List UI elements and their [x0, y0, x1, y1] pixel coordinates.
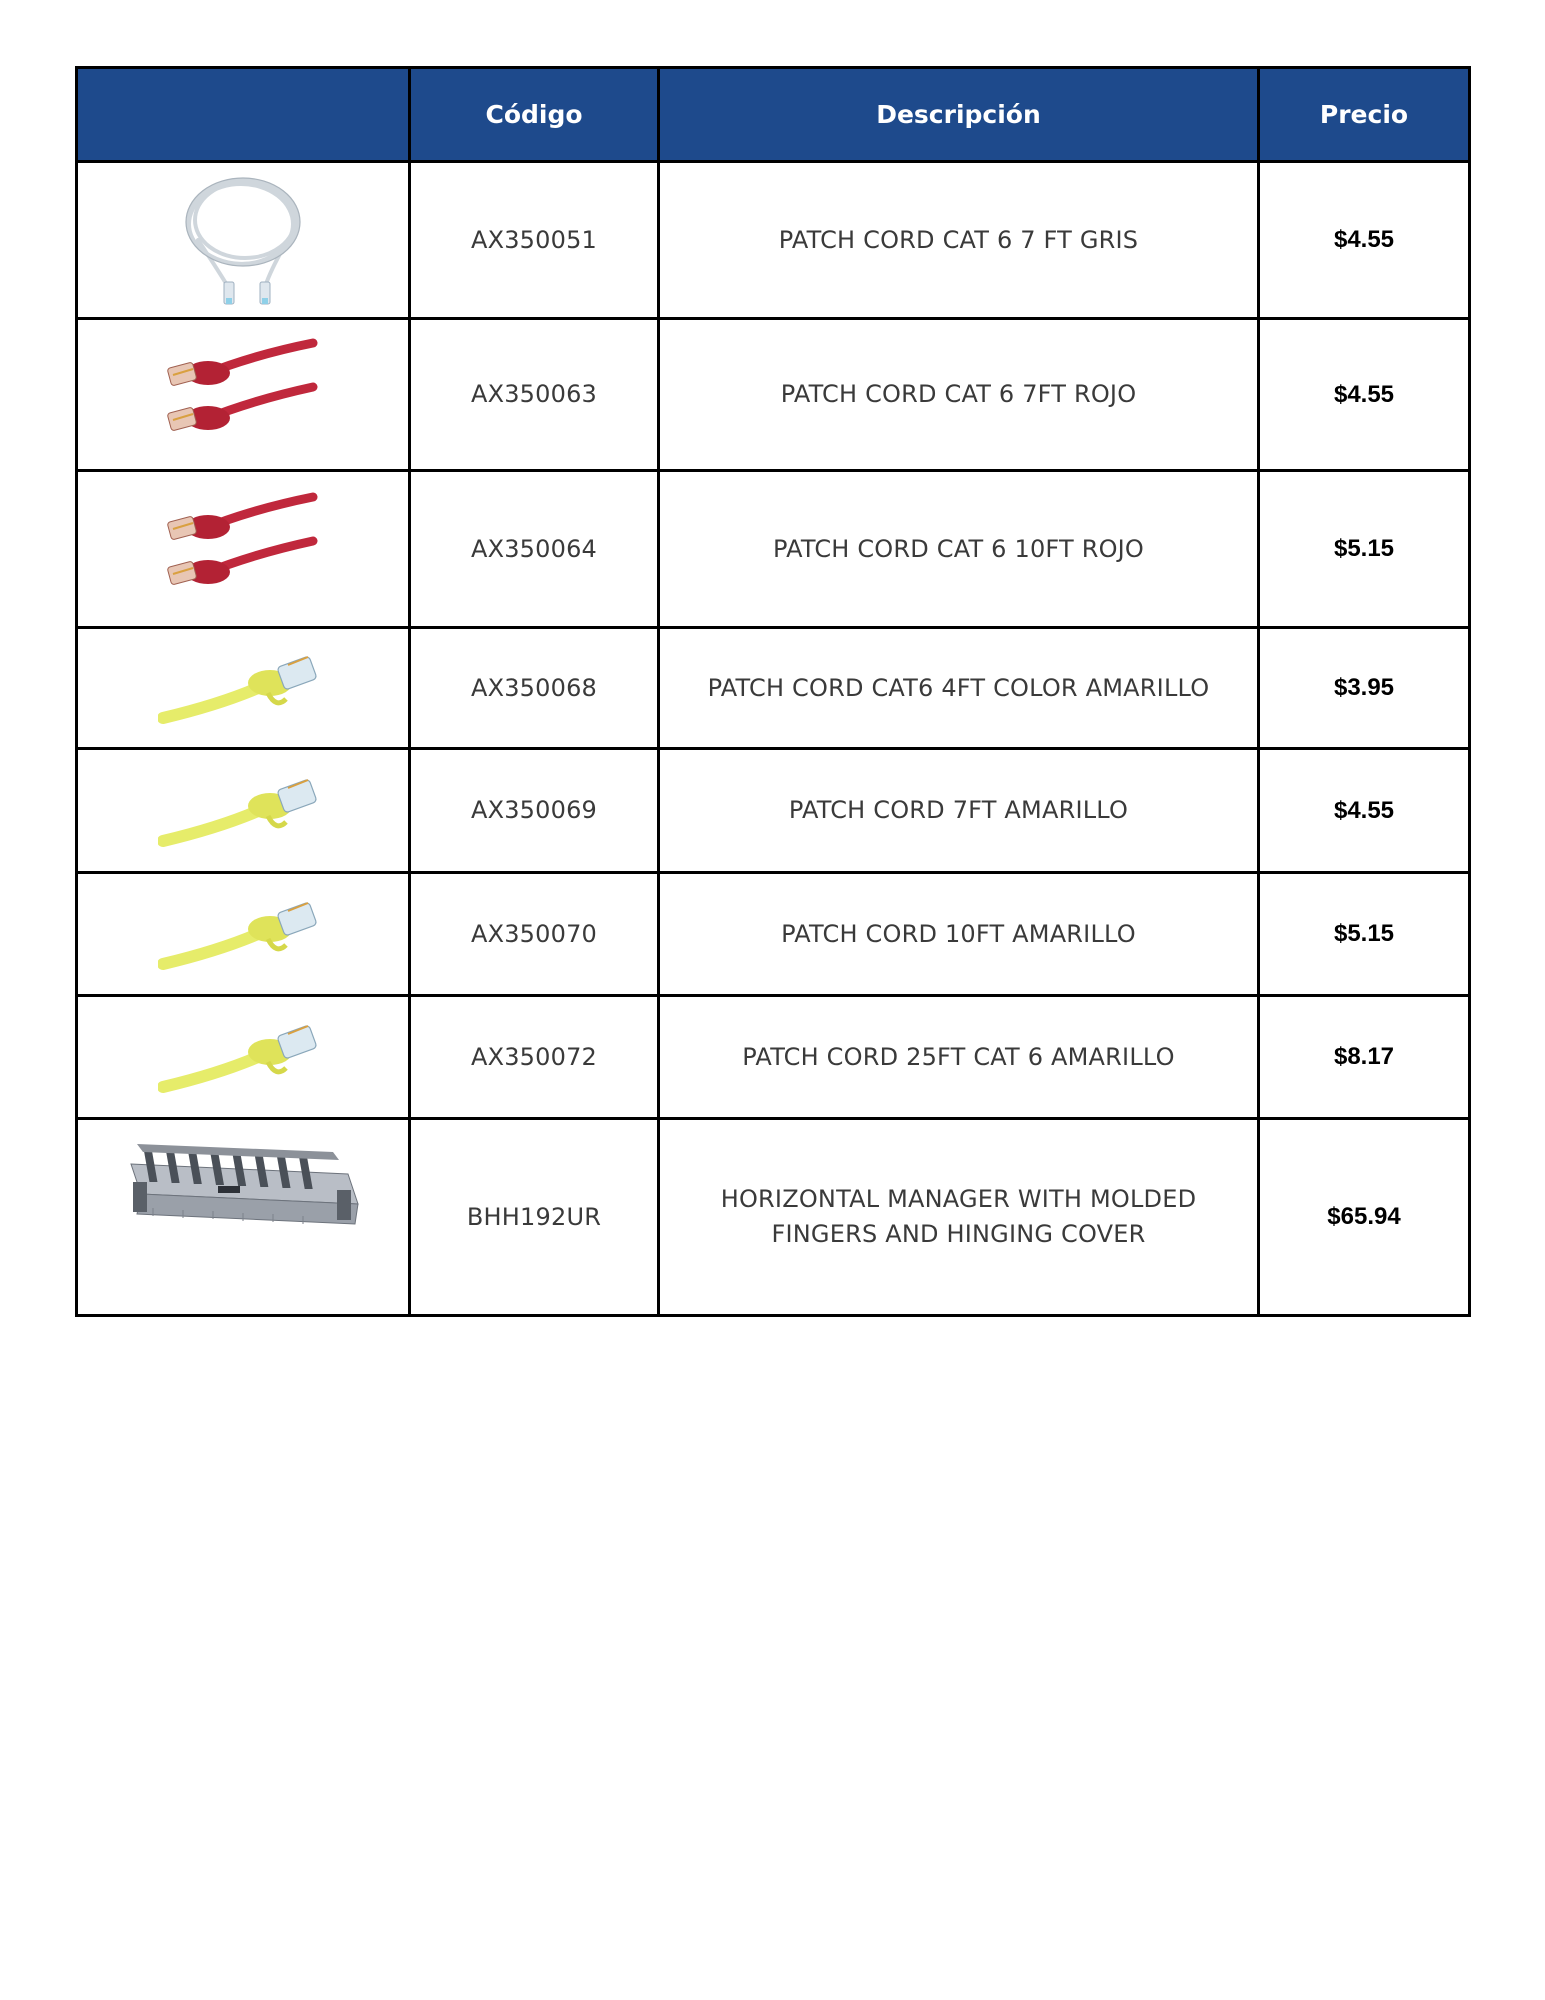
- header-image: [77, 68, 410, 162]
- product-description: PATCH CORD CAT6 4FT COLOR AMARILLO: [659, 628, 1259, 749]
- product-code: AX350068: [410, 628, 659, 749]
- table-row: [77, 749, 1470, 873]
- horizontal-cable-manager-image: [123, 1134, 363, 1244]
- product-description: PATCH CORD CAT 6 7 FT GRIS: [659, 162, 1259, 319]
- product-description: PATCH CORD CAT 6 7FT ROJO: [659, 319, 1259, 471]
- product-code: AX350063: [410, 319, 659, 471]
- product-code: AX350051: [410, 162, 659, 319]
- product-price: $65.94: [1259, 1119, 1470, 1316]
- product-price: $5.15: [1259, 471, 1470, 628]
- product-price: $4.55: [1259, 319, 1470, 471]
- table-row: [77, 628, 1470, 749]
- product-description: PATCH CORD CAT 6 10FT ROJO: [659, 471, 1259, 628]
- table-header-row: [77, 68, 1470, 162]
- table-row: [77, 471, 1470, 628]
- product-description: PATCH CORD 7FT AMARILLO: [659, 749, 1259, 873]
- product-code: AX350070: [410, 873, 659, 996]
- product-code: AX350069: [410, 749, 659, 873]
- table-row: [77, 996, 1470, 1119]
- gray-patch-cord-coil-image: [178, 170, 308, 310]
- product-price: $4.55: [1259, 749, 1470, 873]
- price-table: [75, 66, 1471, 1317]
- table-row: [77, 1119, 1470, 1316]
- product-price: $4.55: [1259, 162, 1470, 319]
- product-image-cell: [77, 162, 410, 319]
- table-row: [77, 162, 1470, 319]
- yellow-patch-cord-image: [158, 1012, 328, 1102]
- product-image-cell: [77, 628, 410, 749]
- product-image-cell: [77, 996, 410, 1119]
- red-patch-cord-image: [163, 489, 323, 609]
- product-description: HORIZONTAL MANAGER WITH MOLDED FINGERS AND HINGING COVER: [659, 1119, 1259, 1316]
- table-row: [77, 319, 1470, 471]
- product-description: PATCH CORD 25FT CAT 6 AMARILLO: [659, 996, 1259, 1119]
- product-image-cell: [77, 319, 410, 471]
- product-image-cell: [77, 749, 410, 873]
- product-image-cell: [77, 873, 410, 996]
- header-price: Precio: [1259, 68, 1470, 162]
- product-image-cell: [77, 471, 410, 628]
- product-code: AX350072: [410, 996, 659, 1119]
- product-price: $8.17: [1259, 996, 1470, 1119]
- table-row: [77, 873, 1470, 996]
- product-price: $5.15: [1259, 873, 1470, 996]
- product-code: AX350064: [410, 471, 659, 628]
- yellow-patch-cord-image: [158, 643, 328, 733]
- yellow-patch-cord-image: [158, 766, 328, 856]
- product-price: $3.95: [1259, 628, 1470, 749]
- red-patch-cord-image: [163, 335, 323, 455]
- header-code: Código: [410, 68, 659, 162]
- header-description: Descripción: [659, 68, 1259, 162]
- product-image-cell: [77, 1119, 410, 1316]
- yellow-patch-cord-image: [158, 889, 328, 979]
- product-description: PATCH CORD 10FT AMARILLO: [659, 873, 1259, 996]
- product-code: BHH192UR: [410, 1119, 659, 1316]
